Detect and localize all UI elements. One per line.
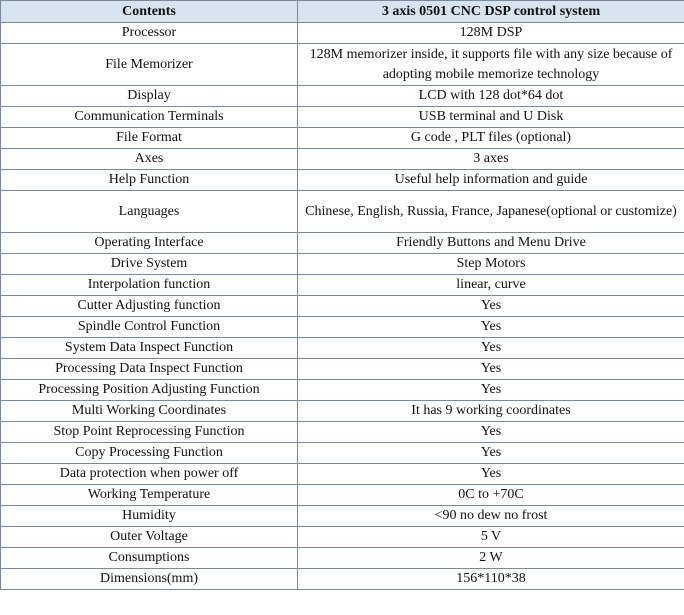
row-label: Humidity: [1, 506, 298, 527]
row-value: G code , PLT files (optional): [298, 128, 684, 149]
row-label: Working Temperature: [1, 485, 298, 506]
row-label: Axes: [1, 149, 298, 170]
row-value: Yes: [298, 464, 684, 485]
header-contents: Contents: [1, 1, 298, 23]
row-value: 2 W: [298, 548, 684, 569]
row-label: Copy Processing Function: [1, 443, 298, 464]
row-value: 5 V: [298, 527, 684, 548]
row-value: Yes: [298, 359, 684, 380]
row-value: 156*110*38: [298, 569, 684, 590]
row-value: 0C to +70C: [298, 485, 684, 506]
row-value: Friendly Buttons and Menu Drive: [298, 233, 684, 254]
table-row: [1, 485, 684, 506]
row-value: 128M memorizer inside, it supports file with any size because of adopting mobile memorize technology: [298, 44, 684, 86]
row-label: Languages: [1, 191, 298, 233]
row-label: Processing Position Adjusting Function: [1, 380, 298, 401]
row-value: Yes: [298, 443, 684, 464]
row-label: Operating Interface: [1, 233, 298, 254]
row-value: Yes: [298, 317, 684, 338]
row-label: Processor: [1, 23, 298, 44]
row-value: 128M DSP: [298, 23, 684, 44]
row-label: Display: [1, 86, 298, 107]
row-value: Yes: [298, 422, 684, 443]
table-row: [1, 422, 684, 443]
row-value: It has 9 working coordinates: [298, 401, 684, 422]
table-row: [1, 506, 684, 527]
row-label: Stop Point Reprocessing Function: [1, 422, 298, 443]
row-value: Yes: [298, 380, 684, 401]
table-row: [1, 548, 684, 569]
table-row: [1, 380, 684, 401]
row-label: Communication Terminals: [1, 107, 298, 128]
row-label: Drive System: [1, 254, 298, 275]
row-value: USB terminal and U Disk: [298, 107, 684, 128]
row-label: Cutter Adjusting function: [1, 296, 298, 317]
table-row: [1, 149, 684, 170]
table-row: [1, 464, 684, 485]
row-value: Yes: [298, 296, 684, 317]
row-label: System Data Inspect Function: [1, 338, 298, 359]
header-system: 3 axis 0501 CNC DSP control system: [298, 1, 684, 23]
table-row: [1, 23, 684, 44]
table-row: [1, 86, 684, 107]
row-value: Yes: [298, 338, 684, 359]
table-row: [1, 191, 684, 233]
header-row: [1, 1, 684, 23]
row-label: Multi Working Coordinates: [1, 401, 298, 422]
table-row: [1, 233, 684, 254]
table-row: [1, 296, 684, 317]
table-row: [1, 254, 684, 275]
row-label: Consumptions: [1, 548, 298, 569]
table-row: [1, 107, 684, 128]
row-label: Outer Voltage: [1, 527, 298, 548]
row-value: 3 axes: [298, 149, 684, 170]
row-value: linear, curve: [298, 275, 684, 296]
table-row: [1, 44, 684, 86]
row-label: Help Function: [1, 170, 298, 191]
table-row: [1, 275, 684, 296]
row-value: Chinese, English, Russia, France, Japanese(optional or customize): [298, 191, 684, 233]
table-row: [1, 443, 684, 464]
row-label: Interpolation function: [1, 275, 298, 296]
table-row: [1, 338, 684, 359]
table-row: [1, 527, 684, 548]
row-value: LCD with 128 dot*64 dot: [298, 86, 684, 107]
row-label: File Memorizer: [1, 44, 298, 86]
table-row: [1, 401, 684, 422]
row-value: <90 no dew no frost: [298, 506, 684, 527]
row-label: Dimensions(mm): [1, 569, 298, 590]
row-value: Step Motors: [298, 254, 684, 275]
row-label: File Format: [1, 128, 298, 149]
row-label: Spindle Control Function: [1, 317, 298, 338]
table-row: [1, 359, 684, 380]
table-row: [1, 170, 684, 191]
table-row: [1, 128, 684, 149]
row-value: Useful help information and guide: [298, 170, 684, 191]
row-label: Processing Data Inspect Function: [1, 359, 298, 380]
row-label: Data protection when power off: [1, 464, 298, 485]
table-row: [1, 317, 684, 338]
table-row: [1, 569, 684, 590]
